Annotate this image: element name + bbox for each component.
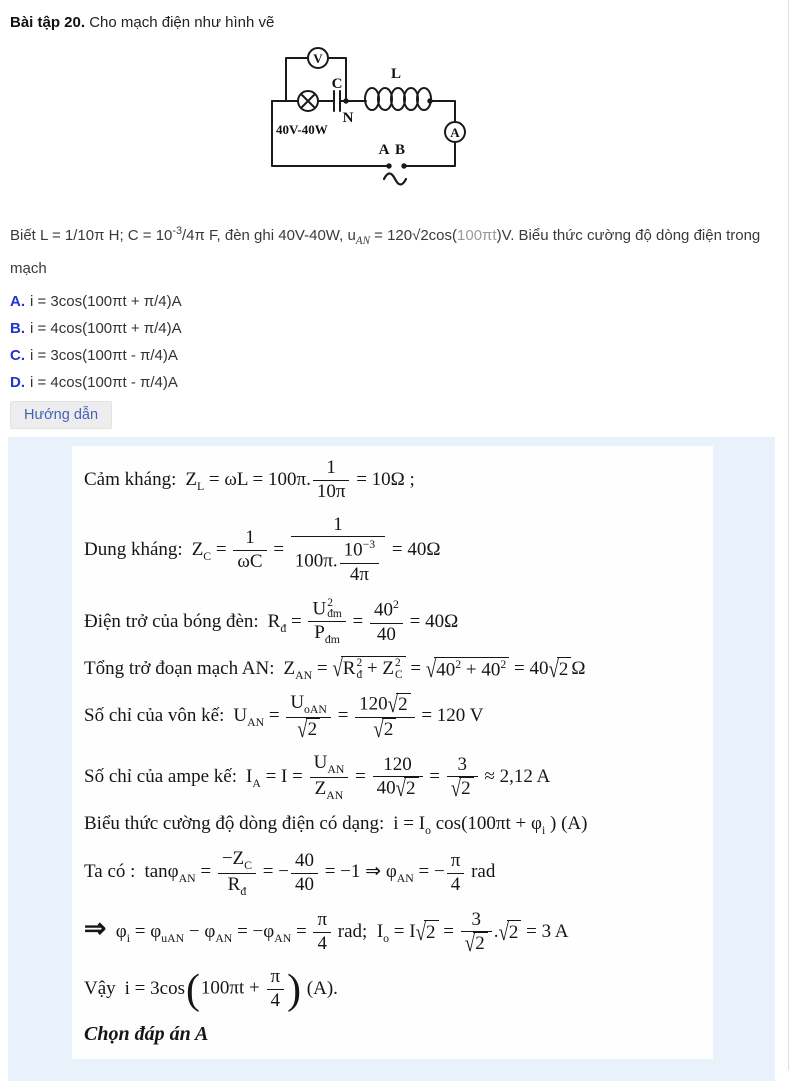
solution-line: [84, 812, 697, 839]
solution-line-math: $i = I_o$ $\cos(100\pi t + \varphi_i$ ) (A): [393, 812, 588, 837]
solution-lines: [84, 456, 697, 1047]
ammeter-label: A: [450, 125, 460, 140]
exercise-title-text: Cho mạch điện như hình vẽ: [85, 14, 275, 31]
option-text: i = 3cos(100πt - π/4)A: [30, 347, 178, 364]
node-label: N: [342, 110, 354, 126]
solution-scan: [72, 446, 713, 1059]
solution-line-math: $I_A = I$ = $U_{AN}$ $Z_{AN}$ = $\frac{120}{40√2}$ = $\frac{3}{√2}$ ≈ 2,12 A: [246, 752, 551, 803]
inductor-label: L: [390, 66, 402, 82]
inductor-symbol: [365, 88, 431, 110]
solution-line-math: $U_{AN}$ = $U_{oAN}$ √2 = $\frac{120√2}{√2}$ = 120 V: [233, 691, 484, 744]
solution-line: [84, 908, 697, 958]
solution-line-label: Tổng trở đoạn mạch AN:: [84, 657, 275, 679]
circuit-figure: [0, 44, 800, 194]
solution-line-label: Số chỉ của vôn kế:: [84, 705, 225, 727]
option-row-a: [10, 288, 800, 315]
option-letter: A.: [10, 293, 25, 310]
solution-line: [84, 656, 697, 683]
solution-line-math: $Z_C$ = $\frac{1}{\omega C}$ = 1 100π. $\frac{10^{-3}}{4\pi}$ = 40Ω: [191, 513, 441, 585]
problem-text: Biết L = 1/10π H; $C = 10^{-3}/4\pi$ F, đèn ghi 40V-40W, $u_{AN} = 120√2\cos(100\pi t)V$. Biểu thức cường độ dòng điện trong mạch: [10, 225, 761, 277]
option-text: i = 4cos(100πt + π/4)A: [30, 320, 182, 337]
option-letter: C.: [10, 347, 25, 364]
options-list: [0, 288, 800, 396]
solution-line-math: ⇒ $\varphi_i = \varphi_{uAN} - \varphi_{AN} = -\varphi_{AN}$ = $\frac{\pi}{4}$ rad; $I_o = I√2$ = $\frac{3}{√2}$ .√2 = 3 A: [84, 908, 569, 958]
option-letter: D.: [10, 374, 25, 391]
option-text: i = 4cos(100πt - π/4)A: [30, 374, 178, 391]
solution-line-math: tanφ$_{AN}$ = $\frac{-Z_C}{R_đ}$ = − $\frac{40}{40}$ = −1 ⇒ $\varphi_{AN}$ = − $\frac{\pi}{4}$ rad: [144, 847, 496, 898]
solution-line-label: Dung kháng:: [84, 538, 183, 560]
capacitor-label: C: [331, 76, 343, 92]
solution-panel: [8, 437, 775, 1081]
exercise-number: Bài tập 20.: [10, 14, 86, 31]
page-right-border: [788, 0, 789, 1070]
solution-line-math: $R_đ$ = U 2 đm $P_{đm}$ = $\frac{40^2}{40}$ = 40Ω: [267, 596, 459, 647]
solution-line-math: $Z_{AN} = √R$ 2 đ + Z 2 C = $√40^2 + 40^2 = 40√2$ Ω: [283, 656, 586, 684]
solution-line: [84, 691, 697, 743]
option-text: i = 3cos(100πt + π/4)A: [30, 293, 182, 310]
option-row-c: [10, 342, 800, 369]
option-row-b: [10, 315, 800, 342]
capacitor-symbol: [334, 91, 340, 111]
solution-line: [84, 597, 697, 649]
solution-line: [84, 847, 697, 900]
solution-line: [84, 1022, 697, 1047]
solution-line-math: i = 3cos ( 100πt + $\frac{\pi}{4}$ ) (A).: [124, 966, 338, 1013]
circuit-diagram: [268, 44, 468, 194]
solution-line: [84, 751, 697, 804]
solution-line-label: Số chỉ của ampe kế:: [84, 765, 238, 787]
lamp-symbol: [298, 91, 318, 111]
solution-line: [84, 965, 697, 1014]
hint-button[interactable]: Hướng dẫn: [10, 401, 112, 429]
solution-line: [84, 456, 697, 505]
solution-line-label: Vậy: [84, 977, 116, 999]
solution-line-label: Biểu thức cường độ dòng điện có dạng:: [84, 812, 385, 834]
lamp-rating-label: 40V-40W: [276, 122, 328, 137]
solution-line: [84, 513, 697, 589]
page-title: [10, 0, 800, 32]
terminal-a-label: A: [378, 142, 390, 158]
voltmeter-label: V: [313, 51, 323, 66]
solution-line-label: Điện trở của bóng đèn:: [84, 610, 259, 632]
ac-source-symbol: [384, 174, 406, 185]
solution-line-label: Chọn đáp án A: [84, 1022, 209, 1045]
terminal-b-label: B: [394, 142, 406, 158]
option-row-d: [10, 369, 800, 396]
option-letter: B.: [10, 320, 25, 337]
solution-line-math: $Z_L = \omega L = 100\pi$. $\frac{1}{10\pi}$ = 10Ω ;: [185, 457, 415, 502]
solution-line-label: Cảm kháng:: [84, 468, 177, 490]
solution-line-label: Ta có :: [84, 861, 136, 883]
